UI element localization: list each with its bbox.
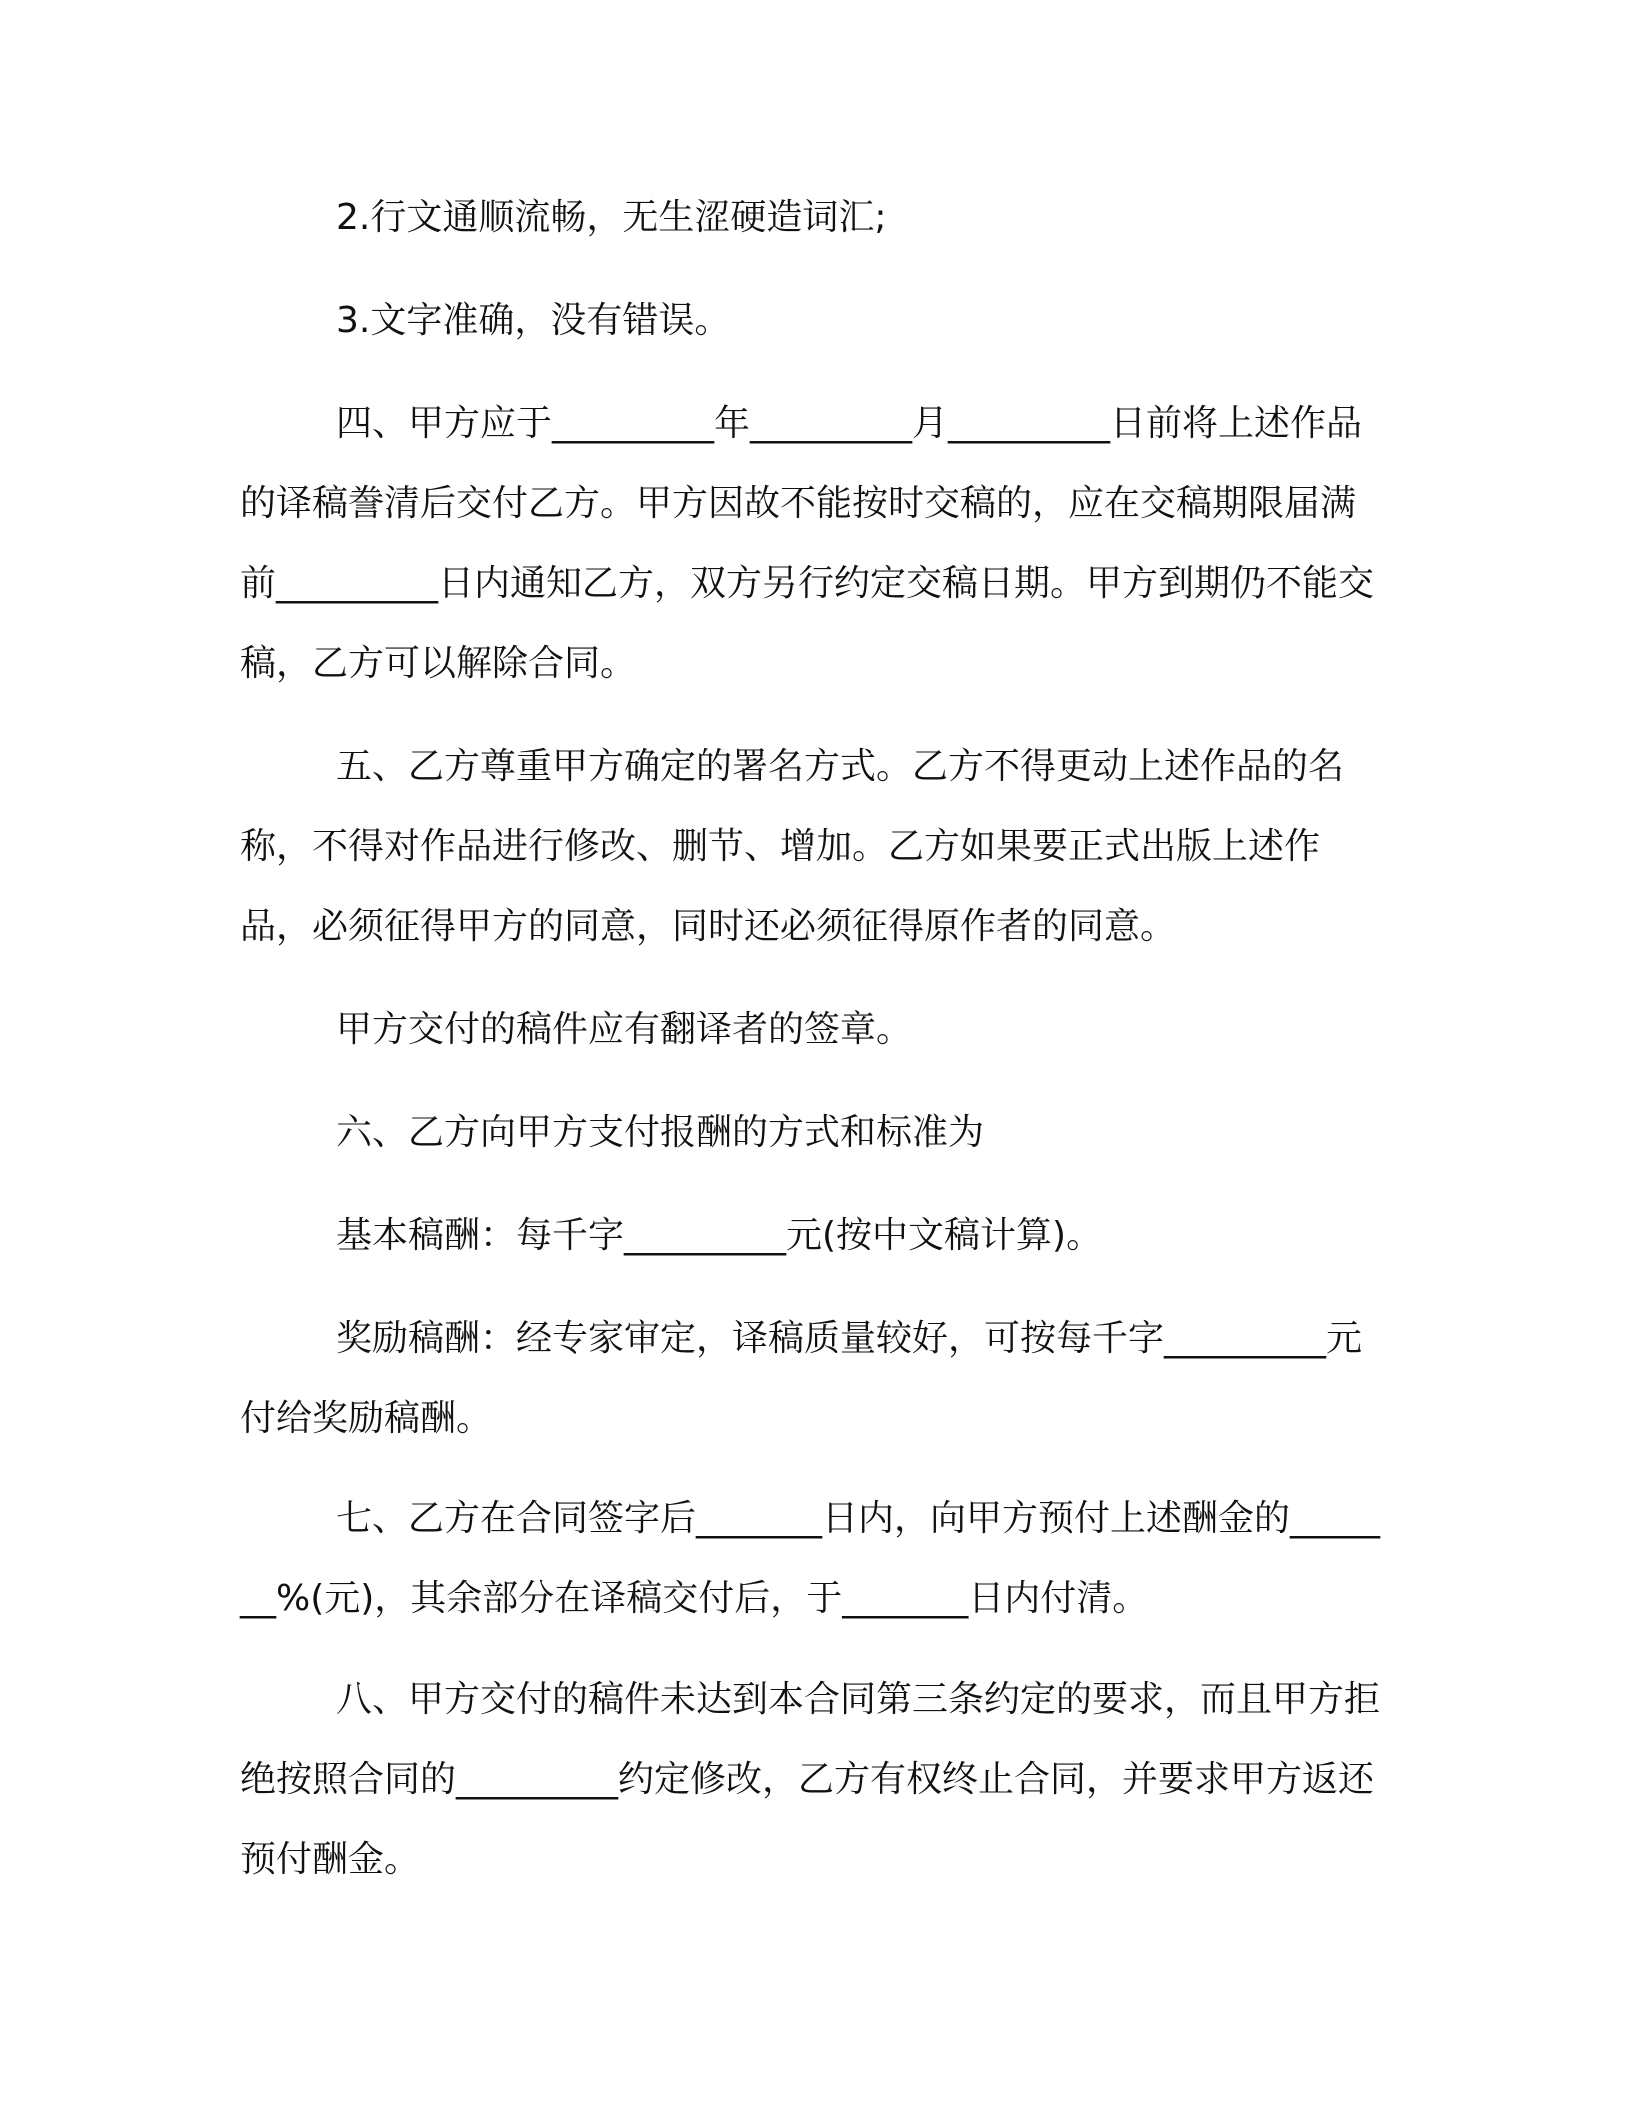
paragraph-1: 2.行文通顺流畅，无生涩硬造词汇; <box>336 197 887 238</box>
paragraph-2: 3.文字准确，没有错误。 <box>336 300 731 341</box>
paragraph-clause-6: 六、乙方向甲方支付报酬的方式和标准为 <box>336 1112 985 1153</box>
paragraph-bonus-fee: 奖励稿酬：经专家审定，译稿质量较好，可按每千字_________元付给奖励稿酬。 <box>240 1318 1363 1439</box>
paragraph-clause-8: 八、甲方交付的稿件未达到本合同第三条约定的要求，而且甲方拒绝按照合同的_________约定修改，乙方有权终止合同，并要求甲方返还预付酬金。 <box>240 1679 1381 1880</box>
paragraph-clause-4: 四、甲方应于_________年_________月_________日前将上述作品的译稿誊清后交付乙方。甲方因故不能按时交稿的，应在交稿期限届满前_________日内通知乙方，双方另行约定交稿日期。甲方到期仍不能交稿，乙方可以解除合同。 <box>240 403 1375 684</box>
paragraph-basic-fee: 基本稿酬：每千字_________元(按中文稿计算)。 <box>336 1215 1103 1256</box>
paragraph-signature-note: 甲方交付的稿件应有翻译者的签章。 <box>336 1009 913 1050</box>
paragraph-clause-7: 七、乙方在合同签字后_______日内，向甲方预付上述酬金的_______%(元)，其余部分在译稿交付后，于_______日内付清。 <box>240 1498 1381 1619</box>
paragraph-clause-5: 五、乙方尊重甲方确定的署名方式。乙方不得更动上述作品的名称，不得对作品进行修改、删节、增加。乙方如果要正式出版上述作品，必须征得甲方的同意，同时还必须征得原作者的同意。 <box>240 746 1345 947</box>
